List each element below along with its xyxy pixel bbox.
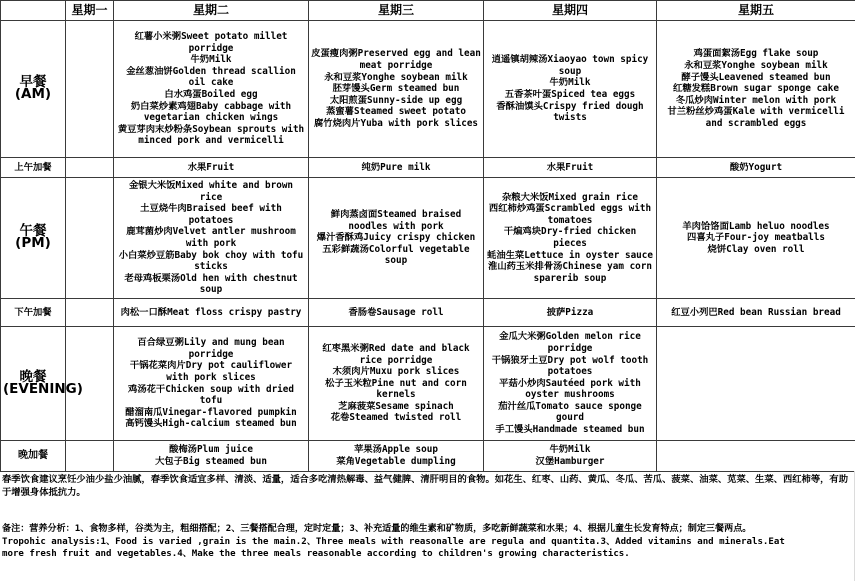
meal-row-lunch (1, 178, 855, 299)
dish-item: 烧饼Clay oven roll (707, 243, 805, 255)
dish-item: 鸡蛋面絮汤Egg flake soup (693, 48, 819, 60)
menu-cell-breakfast-monday (66, 21, 114, 158)
meal-label-dinner (1, 327, 83, 441)
dish-item: 老母鸡板栗汤Old hen with chestnut soup (124, 272, 298, 296)
dish-item: 高钙馒头High-calcium steamed bun (125, 418, 297, 430)
dish-item: 大包子Big steamed bun (155, 456, 267, 467)
dish-item: 百合绿豆粥Lily and mung bean porridge (137, 337, 285, 360)
dish-item: 红糖发糕Brown sugar sponge cake (673, 83, 839, 95)
menu-cell-afternoon-snack-wednesday (309, 299, 484, 327)
menu-cell-evening-snack-wednesday (309, 441, 484, 472)
menu-cell-morning-snack-tuesday (114, 158, 309, 178)
meal-sublabel-text: (PM) (15, 235, 51, 251)
dish-item: 蒸蜜薯Steamed sweet potato (326, 106, 466, 118)
menu-cell-morning-snack-thursday (484, 158, 657, 178)
dish-item: 鸡汤花干Chicken soup with dried tofu (128, 383, 294, 407)
menu-cell-evening-snack-thursday (484, 441, 657, 472)
dish-item: 平菇小炒肉Sautéed pork with oyster mushrooms (499, 377, 641, 401)
dish-item: 小白菜炒豆筋Baby bok choy with tofu sticks (118, 249, 304, 273)
meal-row-morning-snack (1, 158, 855, 178)
dish-item: 太阳煎蛋Sunny-side up egg (329, 94, 463, 106)
menu-cell-lunch-wednesday (309, 178, 484, 299)
dish-item: 皮蛋瘦肉粥Preserved egg and lean meat porridge (311, 48, 481, 72)
dish-item: 黄豆芽肉末炒粉条Soybean sprouts with minced pork and vermicelli (117, 123, 305, 147)
dish-item: 水果Fruit (187, 161, 235, 173)
dish-item: 松子玉米粒Pine nut and corn kernels (325, 377, 467, 401)
dish-item: 纯奶Pure milk (361, 161, 431, 173)
menu-cell-evening-snack-friday (657, 441, 855, 472)
menu-cell-afternoon-snack-thursday (484, 299, 657, 327)
header-friday: 星期五 (657, 1, 855, 21)
dish-item: 五彩鲜蔬汤Colorful vegetable soup (322, 243, 470, 267)
menu-cell-lunch-tuesday (114, 178, 309, 299)
dish-item: 金丝葱油饼Golden thread scallion oil cake (126, 65, 296, 89)
dish-item: 水果Fruit (546, 161, 594, 173)
menu-cell-dinner-tuesday (114, 327, 309, 441)
dish-item: 土豆烧牛肉Braised beef with potatoes (140, 203, 282, 226)
dish-item: 羊肉饸饹面Lamb heluo noodles (682, 220, 830, 232)
dish-item: 永和豆浆Yonghe soybean milk (684, 60, 828, 72)
dish-item: 四喜丸子Four-joy meatballs (687, 232, 825, 244)
menu-cell-breakfast-thursday (484, 21, 657, 158)
meal-row-evening-snack (1, 441, 855, 472)
menu-cell-lunch-monday (66, 178, 114, 299)
dish-item: 木须肉片Muxu pork slices (332, 366, 460, 378)
meal-row-afternoon-snack (1, 299, 855, 327)
header-row (1, 1, 855, 21)
menu-cell-dinner-wednesday (309, 327, 484, 441)
meal-label-breakfast (1, 21, 66, 158)
meal-label-afternoon-snack (1, 299, 66, 327)
dish-item: 肉松一口酥Meat floss crispy pastry (120, 306, 302, 318)
dish-item: 红薯小米粥Sweet potato millet porridge (134, 31, 288, 54)
header-monday: 星期一 (66, 1, 114, 21)
menu-cell-morning-snack-wednesday (309, 158, 484, 178)
dish-item: 披萨Pizza (546, 306, 594, 318)
header-thursday: 星期四 (484, 1, 657, 21)
menu-cell-breakfast-friday (657, 21, 855, 158)
dish-item: 花卷Steamed twisted roll (330, 412, 462, 424)
menu-cell-lunch-thursday (484, 178, 657, 299)
meal-sublabel-text: (EVENING) (3, 380, 83, 397)
dish-item: 干锅狼牙土豆Dry pot wolf tooth potatoes (491, 354, 649, 378)
meal-label-text: 早餐 (19, 74, 47, 91)
dish-item: 永和豆浆Yonghe soybean milk (324, 71, 468, 83)
remark-english-line2: more fresh fruit and vegetables.4、Make the three meals reasonable according to children's growing characteristics. (2, 549, 630, 559)
dish-item: 牛奶Milk (190, 54, 232, 66)
remark-english-line1: Tropohic analysis:1、Food is varied ,grain is the main.2、Three meals with reasonalle are regula and quantita.3、Added vitamins and minerals.Eat (2, 536, 785, 547)
dish-item: 红豆小列巴Red bean Russian bread (671, 306, 841, 318)
dish-item: 干煸鸡块Dry-fried chicken pieces (503, 226, 637, 249)
dish-item: 金瓜大米粥Golden melon rice porridge (499, 331, 641, 354)
menu-cell-afternoon-snack-monday (66, 299, 114, 327)
dish-item: 淮山药玉米排骨汤Chinese yam corn sparerib soup (488, 261, 652, 284)
dish-item: 西红柿炒鸡蛋Scrambled eggs with tomatoes (488, 203, 652, 226)
dish-item: 白水鸡蛋Boiled egg (164, 89, 258, 100)
menu-cell-afternoon-snack-friday (657, 299, 855, 327)
meal-row-dinner (1, 327, 855, 441)
dish-item: 蚝油生菜Lettuce in oyster sauce (487, 249, 653, 261)
dish-item: 金银大米饭Mixed white and brown rice (128, 180, 294, 203)
dish-item: 甘兰粉丝炒鸡蛋Kale with vermicelli and scrambled eggs (667, 106, 845, 129)
dish-item: 鲜肉蒸卤面Steamed braised noodles with pork (330, 209, 462, 232)
meal-sublabel-text: (AM) (14, 86, 52, 102)
menu-cell-dinner-friday (657, 327, 855, 441)
dish-item: 杂粮大米饭Mixed grain rice (501, 191, 639, 203)
menu-cell-dinner-thursday (484, 327, 657, 441)
header-tuesday: 星期二 (114, 1, 309, 21)
dish-item: 香酥油馍头Crispy fried dough twists (496, 100, 644, 124)
dish-item: 鹿茸菌炒肉Velvet antler mushroom with pork (126, 226, 296, 249)
dish-item: 酸奶Yogurt (729, 161, 783, 173)
dish-item: 汉堡Hamburger (535, 456, 605, 467)
meal-label-text: 晚餐 (19, 368, 47, 385)
meal-label-text: 午餐 (19, 223, 47, 240)
dish-item: 逍遥镇胡辣汤Xiaoyao town spicy soup (491, 54, 649, 77)
dish-item: 手工馒头Handmade steamed bun (495, 424, 645, 436)
dish-item: 芝麻菠菜Sesame spinach (338, 400, 454, 412)
dish-item: 红枣黑米粥Red date and black rice porridge (322, 342, 470, 366)
meal-label-text: 晚加餐 (18, 450, 48, 462)
dish-item: 爆汁香酥鸡Juicy crispy chicken (316, 232, 476, 244)
dish-item: 干锅花菜肉片Dry pot cauliflower with pork slices (129, 360, 293, 383)
dish-item: 醋溜南瓜Vinegar-flavored pumpkin (125, 406, 297, 418)
menu-cell-lunch-friday (657, 178, 855, 299)
header-wednesday: 星期三 (309, 1, 484, 21)
dish-item: 苹果汤Apple soup (354, 444, 438, 456)
dish-item: 五香茶叶蛋Spiced tea eggs (504, 89, 636, 100)
menu-cell-breakfast-wednesday (309, 21, 484, 158)
dish-item: 腐竹烧肉片Yuba with pork slices (313, 117, 479, 129)
dish-item: 香肠卷Sausage roll (348, 306, 444, 318)
menu-cell-evening-snack-tuesday (114, 441, 309, 472)
meal-row-breakfast (1, 21, 855, 158)
remark-chinese: 备注：营养分析：1、食物多样，谷类为主，粗细搭配；2、三餐搭配合理，定时定量；3、补充适量的维生素和矿物质，多吃新鲜蔬菜和水果；4、根据儿童生长发育特点；制定三餐两点。 (2, 524, 752, 534)
menu-cell-evening-snack-monday (66, 441, 114, 472)
meal-label-evening-snack (1, 441, 66, 472)
meal-label-morning-snack (1, 158, 66, 178)
menu-cell-morning-snack-friday (657, 158, 855, 178)
meal-label-text: 下午加餐 (14, 306, 52, 318)
corner-cell (1, 1, 66, 21)
dish-item: 酸梅汤Plum juice (169, 444, 253, 456)
menu-cell-breakfast-tuesday (114, 21, 309, 158)
dish-item: 酵子馒头Leavened steamed bun (681, 71, 831, 83)
dish-item: 菜角Vegetable dumpling (336, 456, 456, 467)
dish-item: 胚芽馒头Germ steamed bun (332, 83, 460, 95)
dish-item: 牛奶Milk (549, 444, 591, 456)
meal-label-lunch (1, 178, 66, 299)
dish-item: 茄汁丝瓜Tomato sauce sponge gourd (498, 400, 642, 424)
dish-item: 牛奶Milk (549, 77, 591, 89)
menu-cell-morning-snack-monday (66, 158, 114, 178)
spring-diet-advice: 春季饮食建议烹饪少油少盐少油腻，春季饮食适宜多样、清淡、适量，适合多吃清热解毒、益气健脾、清肝明目的食物。如花生、红枣、山药、黄瓜、冬瓜、苦瓜、菠菜、油菜、苋菜、生菜、西红柿等，有助于增强身体抵抗力。 (2, 474, 849, 498)
menu-cell-afternoon-snack-tuesday (114, 299, 309, 327)
dish-item: 冬瓜炒肉Winter melon with pork (675, 94, 837, 106)
nutrition-remark (2, 523, 854, 561)
meal-label-text: 上午加餐 (14, 161, 52, 173)
dish-item: 奶白菜炒素鸡翅Baby cabbage with vegetarian chicken wings (130, 100, 292, 124)
